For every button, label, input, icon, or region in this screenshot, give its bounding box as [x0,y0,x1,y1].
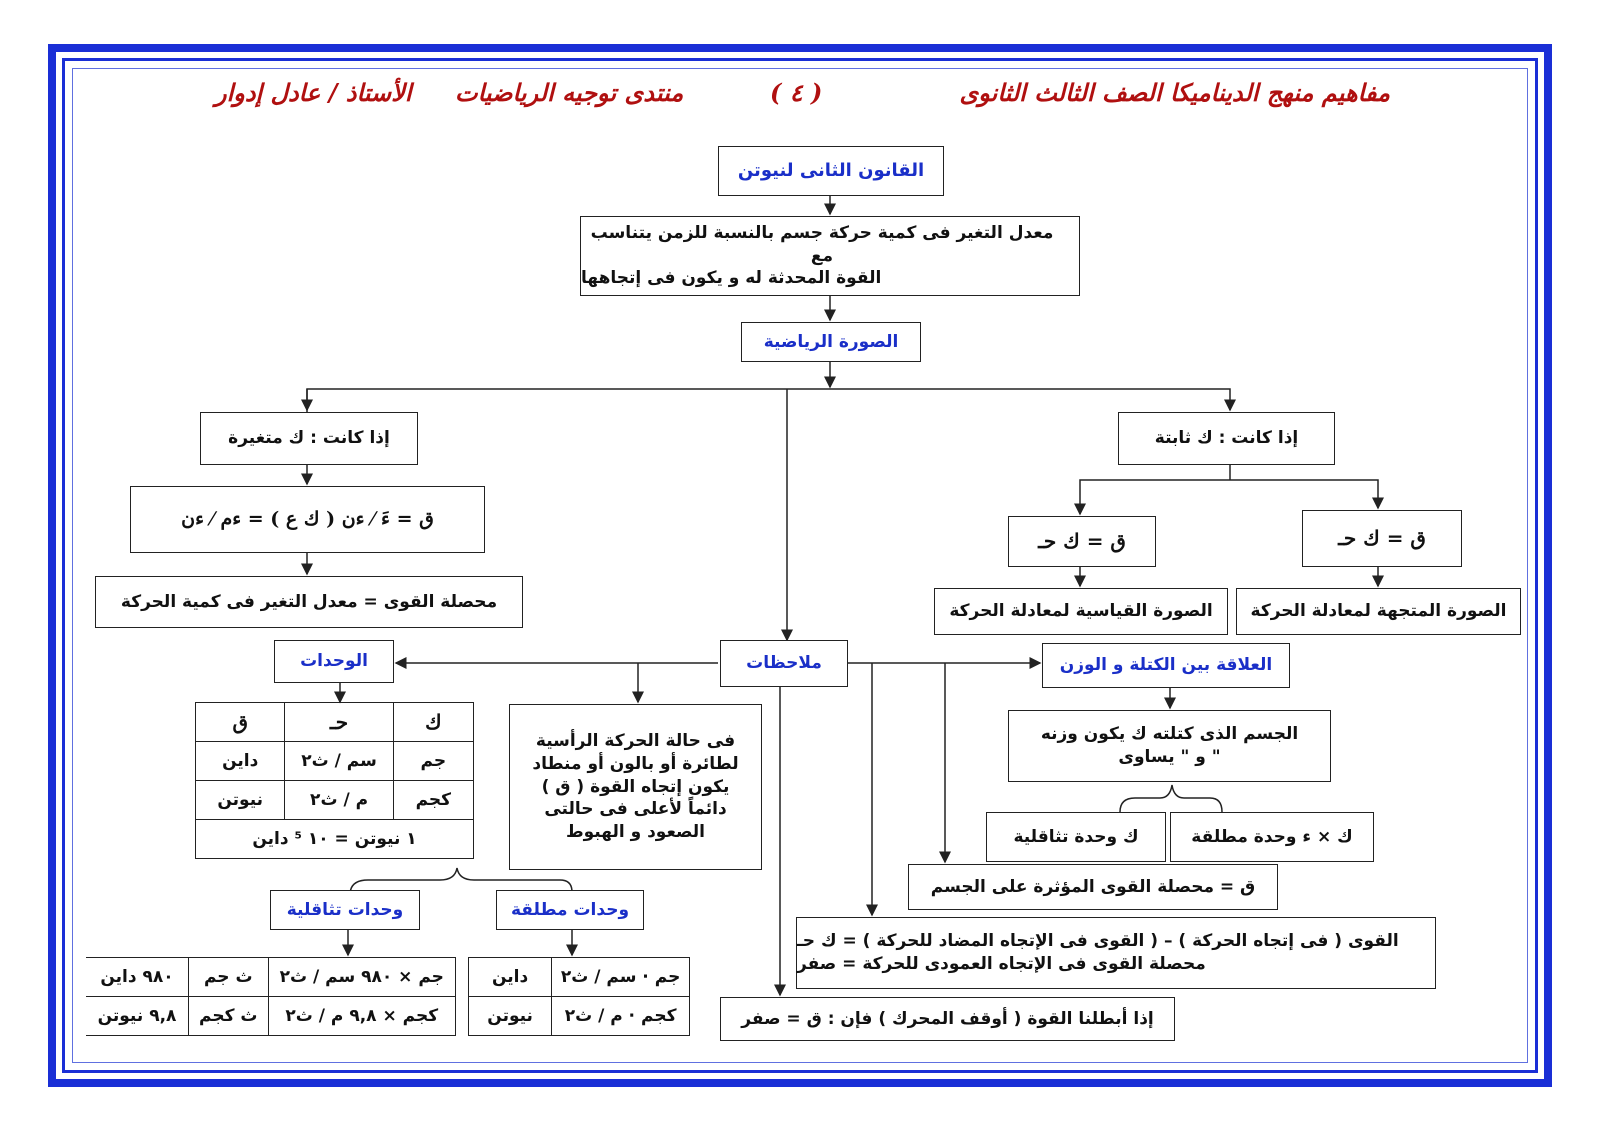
newton-second-law-title: القانون الثانى لنيوتن [718,146,944,196]
net-force-box: ق = محصلة القوى المؤثرة على الجسم [908,864,1278,910]
force-sum-line-1: القوى ( فى إتجاه الحركة ) – ( القوى فى الإتجاه المضاد للحركة ) = ك حـ [797,931,1399,952]
absolute-unit-weight: ك × ء وحدة مطلقة [1170,812,1374,862]
variable-mass-condition: إذا كانت : ك متغيرة [200,412,418,465]
table-row [196,781,474,820]
weight-definition-box [1008,710,1331,782]
mass-weight-relation-box: العلاقة بين الكتلة و الوزن [1042,643,1290,688]
notes-box: ملاحظات [720,640,848,687]
vertical-note-line: الصعود و الهبوط [565,822,706,843]
scalar-form-label: الصورة القياسية لمعادلة الحركة [934,588,1228,635]
units-box: الوحدات [274,640,394,683]
header-forum: منتدى توجيه الرياضيات [455,78,684,107]
absolute-units-table [468,957,690,1036]
vector-equation-box: ق = ك حـ [1302,510,1462,567]
table-cell: كجم ⋅ م / ث٢ [552,997,690,1036]
table-row [196,742,474,781]
table-cell: جم ⋅ سم / ث٢ [552,958,690,997]
constant-mass-condition: إذا كانت : ك ثابتة [1118,412,1335,465]
units-table [195,702,474,859]
table-row [469,958,690,997]
vector-form-label: الصورة المتجهة لمعادلة الحركة [1236,588,1521,635]
table-cell: داين [196,742,285,781]
definition-line-2: القوة المحدثة له و يكون فى إتجاهها [581,268,882,289]
table-cell: ٩,٨ نيوتن [86,997,189,1036]
table-header-cell: ك [393,703,473,742]
vertical-motion-note [509,704,762,870]
table-cell: ٩٨٠ داين [86,958,189,997]
table-header-cell: حـ [285,703,393,742]
table-cell: م / ث٢ [285,781,393,820]
gravitational-unit-weight: ك وحدة تثاقلية [986,812,1166,862]
variable-mass-equation: ق = ءَ ⁄ ءن ( ك ع ) = ءم ⁄ ءن [130,486,485,553]
header-page-number: ( ٤ ) [770,78,823,107]
table-cell: نيوتن [469,997,552,1036]
vertical-note-line: لطائرة أو بالون أو منطاد [532,753,739,774]
weight-line-1: الجسم الذى كتلته ك يكون وزنه [1040,724,1299,745]
force-sum-box [796,917,1436,989]
table-cell: ث جم [189,958,268,997]
table-row [469,997,690,1036]
table-cell: جم [393,742,473,781]
table-row [86,958,456,997]
table-cell: داين [469,958,552,997]
absolute-units-label: وحدات مطلقة [496,890,644,930]
definition-line-1: معدل التغير فى كمية حركة جسم بالنسبة للزمن يتناسب مع [590,222,1054,266]
table-cell: كجم [393,781,473,820]
unit-conversion-cell: ١ نيوتن = ١٠ ⁵ داين [196,820,474,859]
table-row [196,703,474,742]
gravitational-units-label: وحدات تثاقلية [270,890,420,930]
vertical-note-line: دائماً لأعلى فى حالتى [544,799,727,820]
net-force-momentum-result: محصلة القوى = معدل التغير فى كمية الحركة [95,576,523,628]
gravitational-units-table [86,957,456,1036]
header-teacher: الأستاذ / عادل إدوار [215,78,412,107]
table-row [196,820,474,859]
vertical-note-line: يكون إتجاه القوة ( ق ) [541,776,730,797]
vertical-note-line: فى حالة الحركة الرأسية [535,730,736,751]
force-sum-line-2: محصلة القوى فى الإتجاه العمودى للحركة = صفر [797,954,1206,974]
mathematical-form-box: الصورة الرياضية [741,322,921,362]
table-cell: ث كجم [189,997,268,1036]
table-cell: جم × ٩٨٠ سم / ث٢ [268,958,456,997]
weight-line-2: " و " يساوى [1118,747,1221,767]
scalar-equation-box: ق = ك حـ [1008,516,1156,567]
table-cell: كجم × ٩,٨ م / ث٢ [268,997,456,1036]
law-definition [580,216,1080,296]
header-course-title: مفاهيم منهج الديناميكا الصف الثالث الثانوى [959,78,1390,107]
table-header-cell: ق [196,703,285,742]
table-cell: سم / ث٢ [285,742,393,781]
stop-force-box: إذا أبطلنا القوة ( أوقف المحرك ) فإن : ق = صفر [720,997,1175,1041]
table-cell: نيوتن [196,781,285,820]
table-row [86,997,456,1036]
